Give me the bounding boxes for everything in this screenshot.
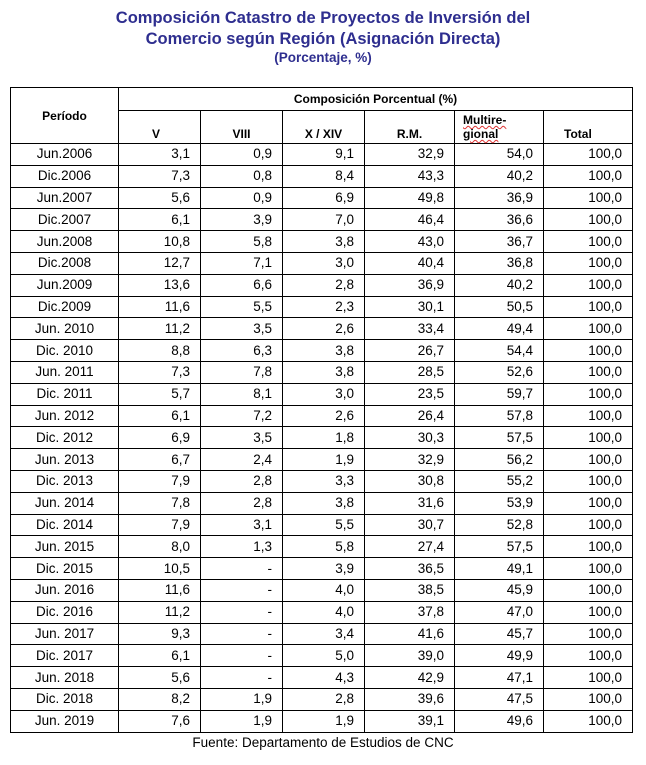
column-header-viii: VIII [201, 111, 283, 144]
total-cell: 100,0 [544, 340, 633, 362]
total-cell: 100,0 [544, 710, 633, 732]
v-cell: 7,8 [119, 492, 201, 514]
v-cell: 6,7 [119, 449, 201, 471]
rm-cell: 43,3 [365, 165, 455, 187]
period-cell: Jun. 2014 [11, 492, 119, 514]
x-xiv-cell: 3,9 [283, 558, 365, 580]
multiregional-cell: 45,7 [455, 623, 544, 645]
x-xiv-cell: 2,6 [283, 405, 365, 427]
rm-cell: 39,1 [365, 710, 455, 732]
period-cell: Dic. 2015 [11, 558, 119, 580]
rm-cell: 38,5 [365, 579, 455, 601]
table-row [11, 470, 633, 492]
table-row [11, 274, 633, 296]
rm-cell: 30,1 [365, 296, 455, 318]
total-cell: 100,0 [544, 187, 633, 209]
table-row [11, 318, 633, 340]
x-xiv-cell: 1,9 [283, 710, 365, 732]
v-cell: 5,6 [119, 667, 201, 689]
multiregional-cell: 49,4 [455, 318, 544, 340]
viii-cell: - [201, 667, 283, 689]
viii-cell: 6,6 [201, 274, 283, 296]
table-row [11, 231, 633, 253]
period-cell: Dic. 2017 [11, 645, 119, 667]
table-row [11, 187, 633, 209]
multiregional-line-1: Multire- [463, 113, 507, 127]
total-cell: 100,0 [544, 318, 633, 340]
period-cell: Dic.2007 [11, 209, 119, 231]
column-header-x-xiv: X / XIV [283, 111, 365, 144]
period-cell: Jun. 2015 [11, 536, 119, 558]
rm-cell: 33,4 [365, 318, 455, 340]
table-row [11, 645, 633, 667]
v-cell: 6,1 [119, 405, 201, 427]
x-xiv-cell: 3,0 [283, 383, 365, 405]
table-row [11, 601, 633, 623]
table-row [11, 579, 633, 601]
viii-cell: - [201, 558, 283, 580]
rm-cell: 39,0 [365, 645, 455, 667]
total-cell: 100,0 [544, 144, 633, 166]
x-xiv-cell: 4,0 [283, 601, 365, 623]
v-cell: 7,3 [119, 361, 201, 383]
period-cell: Dic. 2010 [11, 340, 119, 362]
total-cell: 100,0 [544, 252, 633, 274]
table-row [11, 514, 633, 536]
multiregional-cell: 36,7 [455, 231, 544, 253]
rm-cell: 36,9 [365, 274, 455, 296]
table-row [11, 492, 633, 514]
period-cell: Jun. 2010 [11, 318, 119, 340]
v-cell: 11,2 [119, 318, 201, 340]
table-row [11, 383, 633, 405]
period-cell: Dic. 2012 [11, 427, 119, 449]
multiregional-cell: 54,4 [455, 340, 544, 362]
x-xiv-cell: 3,3 [283, 470, 365, 492]
x-xiv-cell: 3,8 [283, 492, 365, 514]
multiregional-cell: 57,5 [455, 536, 544, 558]
multiregional-cell: 40,2 [455, 165, 544, 187]
x-xiv-cell: 9,1 [283, 144, 365, 166]
x-xiv-cell: 5,5 [283, 514, 365, 536]
rm-cell: 30,7 [365, 514, 455, 536]
table-row [11, 558, 633, 580]
multiregional-cell: 47,5 [455, 688, 544, 710]
column-header-multiregional [455, 111, 544, 144]
table-row [11, 536, 633, 558]
table-row [11, 340, 633, 362]
total-cell: 100,0 [544, 470, 633, 492]
v-cell: 8,8 [119, 340, 201, 362]
rm-cell: 42,9 [365, 667, 455, 689]
table-row [11, 361, 633, 383]
multiregional-cell: 36,8 [455, 252, 544, 274]
table-row [11, 667, 633, 689]
column-header-total: Total [544, 111, 633, 144]
x-xiv-cell: 2,8 [283, 688, 365, 710]
table-row [11, 405, 633, 427]
total-cell: 100,0 [544, 383, 633, 405]
total-cell: 100,0 [544, 165, 633, 187]
x-xiv-cell: 1,8 [283, 427, 365, 449]
multiregional-cell: 49,6 [455, 710, 544, 732]
total-cell: 100,0 [544, 688, 633, 710]
total-cell: 100,0 [544, 514, 633, 536]
total-cell: 100,0 [544, 667, 633, 689]
rm-cell: 43,0 [365, 231, 455, 253]
x-xiv-cell: 7,0 [283, 209, 365, 231]
period-cell: Jun.2009 [11, 274, 119, 296]
multiregional-cell: 57,5 [455, 427, 544, 449]
rm-cell: 30,8 [365, 470, 455, 492]
v-cell: 11,6 [119, 579, 201, 601]
rm-cell: 49,8 [365, 187, 455, 209]
total-cell: 100,0 [544, 274, 633, 296]
total-cell: 100,0 [544, 405, 633, 427]
viii-cell: 3,9 [201, 209, 283, 231]
multiregional-line-2: gional [463, 127, 499, 141]
period-cell: Jun. 2016 [11, 579, 119, 601]
period-header: Período [11, 88, 119, 144]
viii-cell: 1,3 [201, 536, 283, 558]
period-cell: Dic. 2013 [11, 470, 119, 492]
viii-cell: 3,1 [201, 514, 283, 536]
table-row [11, 296, 633, 318]
v-cell: 6,1 [119, 209, 201, 231]
total-cell: 100,0 [544, 558, 633, 580]
viii-cell: - [201, 579, 283, 601]
v-cell: 10,8 [119, 231, 201, 253]
rm-cell: 46,4 [365, 209, 455, 231]
x-xiv-cell: 3,4 [283, 623, 365, 645]
rm-cell: 41,6 [365, 623, 455, 645]
table-row [11, 449, 633, 471]
viii-cell: - [201, 601, 283, 623]
period-cell: Dic. 2016 [11, 601, 119, 623]
viii-cell: 7,2 [201, 405, 283, 427]
rm-cell: 36,5 [365, 558, 455, 580]
x-xiv-cell: 2,6 [283, 318, 365, 340]
v-cell: 7,3 [119, 165, 201, 187]
v-cell: 7,9 [119, 470, 201, 492]
multiregional-cell: 56,2 [455, 449, 544, 471]
period-cell: Jun. 2017 [11, 623, 119, 645]
v-cell: 6,1 [119, 645, 201, 667]
viii-cell: 2,8 [201, 470, 283, 492]
multiregional-cell: 47,1 [455, 667, 544, 689]
v-cell: 9,3 [119, 623, 201, 645]
x-xiv-cell: 2,8 [283, 274, 365, 296]
viii-cell: 8,1 [201, 383, 283, 405]
viii-cell: 2,4 [201, 449, 283, 471]
rm-cell: 37,8 [365, 601, 455, 623]
total-cell: 100,0 [544, 645, 633, 667]
viii-cell: 6,3 [201, 340, 283, 362]
viii-cell: 3,5 [201, 318, 283, 340]
multiregional-cell: 36,6 [455, 209, 544, 231]
composition-table [10, 87, 633, 733]
x-xiv-cell: 6,9 [283, 187, 365, 209]
period-cell: Dic.2009 [11, 296, 119, 318]
total-cell: 100,0 [544, 601, 633, 623]
rm-cell: 26,4 [365, 405, 455, 427]
total-cell: 100,0 [544, 209, 633, 231]
multiregional-cell: 57,8 [455, 405, 544, 427]
period-cell: Dic.2008 [11, 252, 119, 274]
period-cell: Dic. 2014 [11, 514, 119, 536]
rm-cell: 32,9 [365, 449, 455, 471]
x-xiv-cell: 3,8 [283, 340, 365, 362]
multiregional-cell: 59,7 [455, 383, 544, 405]
multiregional-cell: 54,0 [455, 144, 544, 166]
period-cell: Dic. 2018 [11, 688, 119, 710]
period-cell: Jun.2006 [11, 144, 119, 166]
viii-cell: 5,5 [201, 296, 283, 318]
total-cell: 100,0 [544, 427, 633, 449]
x-xiv-cell: 2,3 [283, 296, 365, 318]
multiregional-cell: 49,1 [455, 558, 544, 580]
viii-cell: - [201, 623, 283, 645]
x-xiv-cell: 3,0 [283, 252, 365, 274]
rm-cell: 39,6 [365, 688, 455, 710]
table-row [11, 427, 633, 449]
multiregional-cell: 52,8 [455, 514, 544, 536]
v-cell: 11,6 [119, 296, 201, 318]
rm-cell: 23,5 [365, 383, 455, 405]
total-cell: 100,0 [544, 536, 633, 558]
column-header-v: V [119, 111, 201, 144]
v-cell: 7,9 [119, 514, 201, 536]
viii-cell: 1,9 [201, 710, 283, 732]
total-cell: 100,0 [544, 579, 633, 601]
multiregional-cell: 45,9 [455, 579, 544, 601]
table-body [11, 144, 633, 733]
x-xiv-cell: 5,8 [283, 536, 365, 558]
total-cell: 100,0 [544, 361, 633, 383]
multiregional-cell: 47,0 [455, 601, 544, 623]
viii-cell: 1,9 [201, 688, 283, 710]
rm-cell: 31,6 [365, 492, 455, 514]
viii-cell: 5,8 [201, 231, 283, 253]
total-cell: 100,0 [544, 231, 633, 253]
total-cell: 100,0 [544, 492, 633, 514]
viii-cell: 0,9 [201, 144, 283, 166]
v-cell: 5,7 [119, 383, 201, 405]
document-title-line-2: Comercio según Región (Asignación Directa) [145, 30, 501, 48]
multiregional-cell: 53,9 [455, 492, 544, 514]
viii-cell: 2,8 [201, 492, 283, 514]
x-xiv-cell: 1,9 [283, 449, 365, 471]
multiregional-cell: 36,9 [455, 187, 544, 209]
x-xiv-cell: 3,8 [283, 231, 365, 253]
rm-cell: 26,7 [365, 340, 455, 362]
table-row [11, 165, 633, 187]
period-cell: Jun. 2011 [11, 361, 119, 383]
period-cell: Jun. 2013 [11, 449, 119, 471]
v-cell: 10,5 [119, 558, 201, 580]
table-row [11, 209, 633, 231]
x-xiv-cell: 5,0 [283, 645, 365, 667]
period-cell: Jun. 2019 [11, 710, 119, 732]
multiregional-cell: 55,2 [455, 470, 544, 492]
x-xiv-cell: 3,8 [283, 361, 365, 383]
column-header-rm: R.M. [365, 111, 455, 144]
table-row [11, 688, 633, 710]
period-cell: Jun.2008 [11, 231, 119, 253]
table-row [11, 252, 633, 274]
table-row [11, 623, 633, 645]
period-cell: Jun.2007 [11, 187, 119, 209]
v-cell: 6,9 [119, 427, 201, 449]
source-note: Fuente: Departamento de Estudios de CNC [192, 735, 454, 750]
viii-cell: - [201, 645, 283, 667]
rm-cell: 40,4 [365, 252, 455, 274]
viii-cell: 7,8 [201, 361, 283, 383]
rm-cell: 30,3 [365, 427, 455, 449]
viii-cell: 0,8 [201, 165, 283, 187]
x-xiv-cell: 4,0 [283, 579, 365, 601]
total-cell: 100,0 [544, 296, 633, 318]
v-cell: 8,0 [119, 536, 201, 558]
period-cell: Jun. 2012 [11, 405, 119, 427]
x-xiv-cell: 8,4 [283, 165, 365, 187]
multiregional-cell: 40,2 [455, 274, 544, 296]
viii-cell: 7,1 [201, 252, 283, 274]
total-cell: 100,0 [544, 449, 633, 471]
multiregional-cell: 50,5 [455, 296, 544, 318]
table-row [11, 144, 633, 166]
document-title-line-1: Composición Catastro de Proyectos de Inversión del [115, 9, 531, 27]
viii-cell: 3,5 [201, 427, 283, 449]
document-subtitle: (Porcentaje, %) [274, 50, 372, 65]
period-cell: Jun. 2018 [11, 667, 119, 689]
period-cell: Dic.2006 [11, 165, 119, 187]
v-cell: 12,7 [119, 252, 201, 274]
x-xiv-cell: 4,3 [283, 667, 365, 689]
table-row [11, 710, 633, 732]
v-cell: 8,2 [119, 688, 201, 710]
table-header-row [11, 88, 633, 111]
v-cell: 3,1 [119, 144, 201, 166]
period-cell: Dic. 2011 [11, 383, 119, 405]
multiregional-cell: 49,9 [455, 645, 544, 667]
v-cell: 7,6 [119, 710, 201, 732]
viii-cell: 0,9 [201, 187, 283, 209]
v-cell: 13,6 [119, 274, 201, 296]
v-cell: 11,2 [119, 601, 201, 623]
v-cell: 5,6 [119, 187, 201, 209]
rm-cell: 32,9 [365, 144, 455, 166]
composition-group-header: Composición Porcentual (%) [119, 88, 633, 111]
rm-cell: 28,5 [365, 361, 455, 383]
multiregional-cell: 52,6 [455, 361, 544, 383]
total-cell: 100,0 [544, 623, 633, 645]
rm-cell: 27,4 [365, 536, 455, 558]
